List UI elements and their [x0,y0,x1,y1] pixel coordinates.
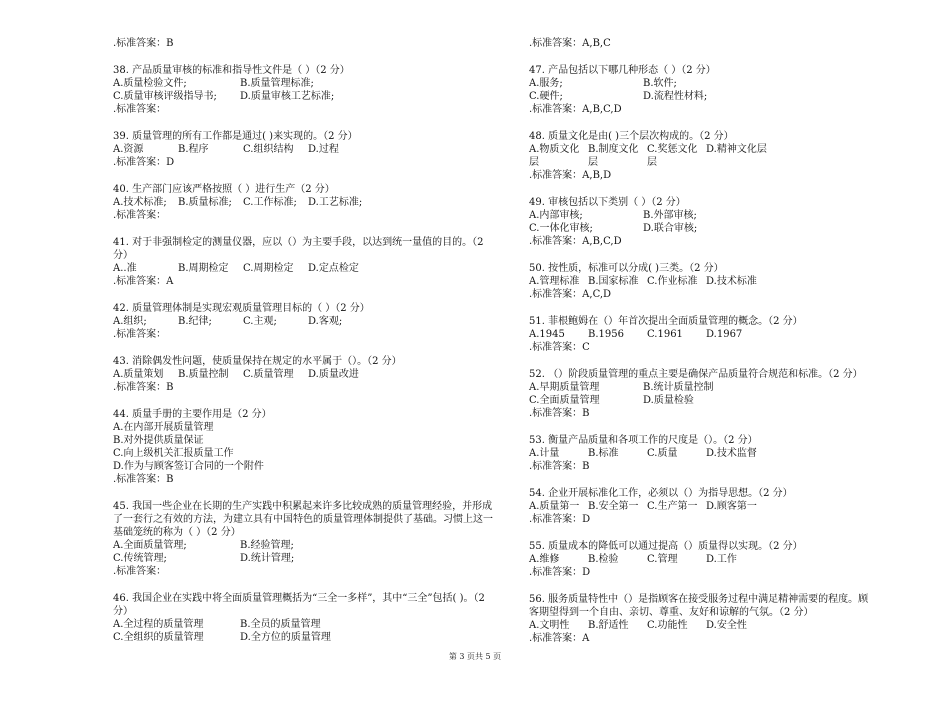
option: B.全员的质量管理 [240,619,321,630]
options-row [113,315,498,328]
option: D.全方位的质量管理 [240,632,331,643]
option: D.工艺标准; [308,197,363,208]
option: B.质量管理标准; [240,78,314,89]
option: B.周期检定 [178,263,229,274]
answer-line: .标准答案： [113,566,167,577]
question-title: 45. 我国一些企业在长期的生产实践中积累起来许多比较成熟的质量管理经验，并形成了一套行之有效的方法，为建立具有中国特色的质量管理体制提供了基础。习惯上这一基础笼统的称为（ ）（2 分） [113,501,493,538]
option: B.外部审核; [643,210,697,221]
option: A.质量检验文件; [113,78,187,89]
question-block [113,64,498,116]
right-column [529,37,874,659]
option: D.定点检定 [308,263,359,274]
answer-line: .标准答案：D [529,514,591,525]
question-block [529,434,874,473]
question-title: 52. （）阶段质量管理的重点主要是确保产品质量符合规范和标准。（2 分） [529,369,863,380]
option: A.技术标准; [113,197,167,208]
option: C.周期检定 [243,263,294,274]
options-row [529,553,874,566]
options-row [529,381,874,394]
question-block [113,302,498,341]
option: D.过程 [308,144,339,155]
options-row [529,619,874,632]
option: C.主观; [243,316,277,327]
question-block [529,262,874,301]
question-title: 48. 质量文化是由( )三个层次构成的。（2 分） [529,131,734,142]
answer-line: .标准答案：B [529,461,590,472]
option: C.工作标准; [243,197,297,208]
option: C.组织结构 [243,144,294,155]
option: A.全面质量管理; [113,540,187,551]
answer-line: .标准答案：A [529,633,590,644]
answer-line: .标准答案： [113,104,167,115]
question-block [113,130,498,169]
option: C.一体化审核; [529,223,593,234]
options-row [113,631,498,644]
option: C.全面质量管理 [529,395,600,406]
answer-line: .标准答案：C [529,342,590,353]
options-row [113,77,498,90]
option: B.统计质量控制 [643,382,714,393]
question-block [113,592,498,644]
answer-line: .标准答案：A [113,276,174,287]
options-row [113,460,498,473]
question-title: 56. 服务质量特性中（）是指顾客在接受服务过程中满足精神需要的程度。顾客期望得到一个自由、亲切、尊重、友好和谅解的气氛。（2 分） [529,594,869,618]
option: C.向上级机关汇报质量工作 [113,448,234,459]
option: A.组织; [113,316,147,327]
option: A..准 [113,263,137,274]
option: A.内部审核; [529,210,583,221]
option: D.流程性材料; [643,91,708,102]
question-block [529,315,874,354]
question-title: 39. 质量管理的所有工作都是通过( )来实现的。（2 分） [113,131,358,142]
question-title: 42. 质量管理体制是实现宏观质量管理目标的（ ）（2 分） [113,303,370,314]
option: D.统计管理; [240,553,295,564]
option: D.质量审核工艺标准; [240,91,335,102]
option: D.工作 [706,554,737,565]
question-block [529,64,874,116]
options-row [529,275,874,288]
option: A.质量第一 [529,501,580,512]
option: C.作业标准 [647,276,698,287]
answer-line: .标准答案：B [113,38,174,49]
question-title: 38. 产品质量审核的标准和指导性文件是（ ）（2 分） [113,65,350,76]
option: C.1961 [647,329,683,340]
options-row [113,421,498,434]
options-row [529,328,874,341]
option: A.质量策划 [113,369,164,380]
option: A.服务; [529,78,563,89]
options-row [529,394,874,407]
option: C.全组织的质量管理 [113,632,204,643]
options-row [113,552,498,565]
options-row [113,434,498,447]
question-block [113,183,498,222]
answer-line: .标准答案：B [113,382,174,393]
options-row [113,618,498,631]
option: B.制度文化层 [588,144,639,168]
option: D.质量检验 [643,395,694,406]
option: C.功能性 [647,620,688,631]
option: D.作为与顾客签订合同的一个附件 [113,461,264,472]
left-column [113,37,498,658]
answer-line: .标准答案：A,B,D [529,170,612,181]
question-title: 47. 产品包括以下哪几种形态（ ）（2 分） [529,65,716,76]
options-row [113,196,498,209]
option: A.早期质量管理 [529,382,600,393]
option: B.安全第一 [588,501,639,512]
option: D.安全性 [706,620,747,631]
options-row [113,262,498,275]
question-title: 51. 菲根鲍姆在（）年首次提出全面质量管理的概念。（2 分） [529,316,803,327]
option: B.质量控制 [178,369,229,380]
option: B.软件; [643,78,677,89]
answer-line: .标准答案： [113,329,167,340]
question-title: 54. 企业开展标准化工作，必须以（）为指导思想。（2 分） [529,488,793,499]
question-title: 44. 质量手册的主要作用是（2 分） [113,409,272,420]
question-title: 55. 质量成本的降低可以通过提高（）质量得以实现。（2 分） [529,541,803,552]
option: C.管理 [647,554,678,565]
options-row [529,77,874,90]
option: C.传统管理; [113,553,167,564]
question-title: 43. 消除偶发性问题，使质量保持在规定的水平属于（）。（2 分） [113,356,402,367]
question-block [529,368,874,420]
options-row [113,90,498,103]
option: A.资源 [113,144,144,155]
answer-line: .标准答案：D [113,157,175,168]
answer-line: .标准答案：D [529,567,591,578]
option: C.硬件; [529,91,563,102]
answer-line: .标准答案：B [529,408,590,419]
question-block [113,236,498,288]
option: B.质量标准; [178,197,232,208]
option: C.质量审核评级指导书; [113,91,217,102]
answer-line: .标准答案：A,C,D [529,289,612,300]
option: C.质量 [647,448,678,459]
answer-line: .标准答案：A,B,C,D [529,104,622,115]
question-block [529,540,874,579]
option: B.1956 [588,329,624,340]
option: B.对外提供质量保证 [113,435,204,446]
options-row [113,539,498,552]
answer-line: .标准答案：A,B,C [529,38,611,49]
option: D.客观; [308,316,343,327]
option: A.物质文化层 [529,144,580,168]
option: B.国家标准 [588,276,639,287]
options-row [113,447,498,460]
question-title: 40. 生产部门应该严格按照（ ）进行生产（2 分） [113,184,335,195]
option: D.1967 [706,329,743,340]
option: A.在内部开展质量管理 [113,422,214,433]
question-title: 50. 按性质，标准可以分成( )三类。（2 分） [529,263,724,274]
question-block [529,196,874,248]
options-row [113,368,498,381]
option: B.纪律; [178,316,212,327]
option: D.质量改进 [308,369,359,380]
question-block [113,408,498,486]
option: B.经验管理; [240,540,294,551]
options-row [113,143,498,156]
option: B.程序 [178,144,209,155]
question-block [529,130,874,182]
question-title: 49. 审核包括以下类别（ ）（2 分） [529,197,686,208]
option: A.1945 [529,329,565,340]
option: B.标准 [588,448,619,459]
answer-line: .标准答案：B [113,474,174,485]
question-block [529,593,874,645]
options-row [529,209,874,222]
answer-line: .标准答案： [113,210,167,221]
option: A.管理标准 [529,276,580,287]
options-row [529,222,874,235]
option: B.舒适性 [588,620,629,631]
option: D.技术监督 [706,448,757,459]
question-block [113,37,498,50]
option: C.生产第一 [647,501,698,512]
question-block [113,355,498,394]
option: A.文明性 [529,620,570,631]
answer-line: .标准答案：A,B,C,D [529,236,622,247]
option: B.检验 [588,554,619,565]
option: A.维修 [529,554,560,565]
options-row [529,500,874,513]
option: D.技术标准 [706,276,757,287]
option: A.全过程的质量管理 [113,619,204,630]
question-title: 53. 衡量产品质量和各项工作的尺度是（）。（2 分） [529,435,758,446]
options-row [529,90,874,103]
options-row [529,143,874,169]
option: A.计量 [529,448,560,459]
option: C.奖惩文化层 [647,144,698,168]
option: C.质量管理 [243,369,294,380]
question-title: 46. 我国企业在实践中将全面质量管理概括为“三全一多样”，其中“三全”包括( )。（2 分） [113,593,485,617]
question-block [529,487,874,526]
question-title: 41. 对于非强制检定的测量仪器，应以（）为主要手段，以达到统一量值的目的。（2 分） [113,237,484,261]
question-block [113,500,498,578]
option: D.精神文化层 [706,144,767,155]
options-row [529,447,874,460]
question-block [529,37,874,50]
option: D.联合审核; [643,223,698,234]
page-footer: 第 3 页共 5 页 [448,652,502,661]
option: D.顾客第一 [706,501,757,512]
